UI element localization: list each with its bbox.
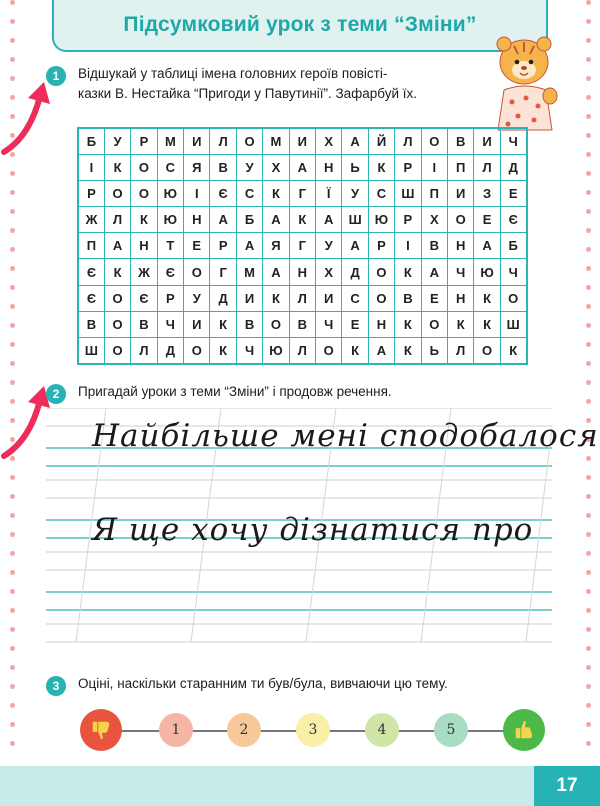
task1-instructions [78, 64, 417, 104]
grid-cell[interactable]: Г [289, 180, 315, 206]
grid-cell[interactable]: Є [500, 207, 526, 233]
border-dot [586, 703, 591, 708]
grid-cell[interactable]: Є [78, 285, 104, 311]
grid-cell[interactable]: К [395, 259, 421, 285]
rating-1[interactable] [159, 713, 193, 747]
border-dot [586, 57, 591, 62]
grid-cell[interactable]: М [263, 128, 289, 154]
grid-cell[interactable]: Л [289, 338, 315, 364]
grid-cell[interactable]: Я [184, 154, 210, 180]
grid-cell[interactable]: В [131, 311, 157, 337]
grid-cell[interactable]: Л [447, 338, 473, 364]
grid-cell[interactable]: У [316, 233, 342, 259]
grid-cell[interactable]: С [236, 180, 262, 206]
grid-cell[interactable]: Ь [421, 338, 447, 364]
grid-cell[interactable]: Ч [447, 259, 473, 285]
border-dot [10, 209, 15, 214]
grid-cell[interactable]: Л [474, 154, 500, 180]
grid-cell[interactable]: К [210, 311, 236, 337]
grid-cell[interactable]: Р [78, 180, 104, 206]
border-dot [586, 380, 591, 385]
border-dot [10, 342, 15, 347]
grid-cell[interactable]: С [368, 180, 394, 206]
border-dot [10, 228, 15, 233]
border-dot [586, 532, 591, 537]
grid-cell[interactable]: Д [210, 285, 236, 311]
border-dot [10, 285, 15, 290]
grid-cell[interactable]: В [421, 233, 447, 259]
grid-cell[interactable]: Е [474, 207, 500, 233]
grid-cell[interactable]: И [447, 180, 473, 206]
grid-cell[interactable]: О [474, 338, 500, 364]
grid-row [78, 338, 527, 364]
grid-cell[interactable]: О [368, 285, 394, 311]
grid-cell[interactable]: Х [316, 128, 342, 154]
grid-cell[interactable]: О [104, 338, 130, 364]
border-dot [10, 304, 15, 309]
grid-row [78, 259, 527, 285]
grid-cell[interactable]: Ї [316, 180, 342, 206]
grid-cell[interactable]: Ш [342, 207, 368, 233]
grid-cell[interactable]: О [184, 338, 210, 364]
grid-cell[interactable]: У [184, 285, 210, 311]
grid-cell[interactable]: А [342, 233, 368, 259]
border-dot [10, 513, 15, 518]
border-dot [586, 228, 591, 233]
grid-cell[interactable]: Ю [157, 207, 183, 233]
grid-cell[interactable]: Ч [500, 259, 526, 285]
grid-cell[interactable]: Е [500, 180, 526, 206]
grid-row [78, 233, 527, 259]
border-dot [586, 722, 591, 727]
grid-cell[interactable]: Ч [316, 311, 342, 337]
grid-cell[interactable]: Н [131, 233, 157, 259]
border-dot [586, 399, 591, 404]
border-dot [10, 361, 15, 366]
grid-cell[interactable]: І [395, 233, 421, 259]
grid-cell[interactable]: О [104, 311, 130, 337]
border-dot [586, 247, 591, 252]
border-dot [10, 266, 15, 271]
grid-cell[interactable]: Ю [474, 259, 500, 285]
grid-cell[interactable]: О [131, 180, 157, 206]
grid-cell[interactable]: Б [236, 207, 262, 233]
border-dot [586, 342, 591, 347]
grid-cell[interactable]: С [157, 154, 183, 180]
grid-cell[interactable]: В [236, 311, 262, 337]
border-dot [10, 0, 15, 5]
border-dot [586, 190, 591, 195]
rating-2[interactable] [227, 713, 261, 747]
border-dot [10, 627, 15, 632]
grid-cell[interactable]: Р [395, 207, 421, 233]
rating-3[interactable] [296, 713, 330, 747]
grid-cell[interactable]: П [78, 233, 104, 259]
grid-cell[interactable]: Н [184, 207, 210, 233]
grid-cell[interactable]: Л [210, 128, 236, 154]
border-dot [586, 665, 591, 670]
grid-cell[interactable]: К [210, 338, 236, 364]
grid-cell[interactable]: О [263, 311, 289, 337]
grid-cell[interactable]: С [342, 285, 368, 311]
tiger-mascot-icon [490, 32, 560, 132]
grid-cell[interactable]: А [421, 259, 447, 285]
grid-cell[interactable]: Ш [395, 180, 421, 206]
arrow-pointer-icon [0, 78, 56, 158]
grid-cell[interactable]: В [447, 128, 473, 154]
border-dot [586, 323, 591, 328]
grid-cell[interactable]: Є [131, 285, 157, 311]
grid-cell[interactable]: А [210, 207, 236, 233]
grid-cell[interactable]: К [289, 207, 315, 233]
grid-cell[interactable]: У [104, 128, 130, 154]
border-dot [586, 475, 591, 480]
grid-cell[interactable]: Р [131, 128, 157, 154]
grid-cell[interactable]: О [104, 285, 130, 311]
grid-cell[interactable]: О [421, 128, 447, 154]
task3-instructions: Оціні, наскільки старанним ти був/була, вивчаючи цю тему. [78, 676, 448, 691]
handwritten-sentence-2: Я ще хочу дізнатися про [92, 512, 534, 548]
border-dot [10, 722, 15, 727]
grid-cell[interactable]: Р [395, 154, 421, 180]
thumbs-up-icon [513, 719, 535, 741]
grid-cell[interactable]: Г [289, 233, 315, 259]
grid-cell[interactable]: У [236, 154, 262, 180]
grid-cell[interactable]: Є [78, 259, 104, 285]
grid-cell[interactable]: Т [157, 233, 183, 259]
border-dot [10, 684, 15, 689]
rating-label: 1 [171, 722, 181, 738]
border-dot [586, 646, 591, 651]
grid-cell[interactable]: К [263, 180, 289, 206]
border-dot [586, 0, 591, 5]
grid-cell[interactable]: Х [263, 154, 289, 180]
border-dot [586, 684, 591, 689]
grid-row [78, 311, 527, 337]
grid-cell[interactable]: Р [368, 233, 394, 259]
rating-thumbs-up[interactable] [503, 709, 545, 751]
border-dot [586, 266, 591, 271]
rating-label: 5 [446, 722, 456, 738]
grid-cell[interactable]: И [316, 285, 342, 311]
grid-cell[interactable]: Р [210, 233, 236, 259]
grid-row [78, 207, 527, 233]
border-dot [586, 513, 591, 518]
grid-cell[interactable]: К [104, 259, 130, 285]
grid-cell[interactable]: А [236, 233, 262, 259]
border-dot [10, 323, 15, 328]
grid-cell[interactable]: Ь [342, 154, 368, 180]
grid-cell[interactable]: І [421, 154, 447, 180]
border-dot [586, 304, 591, 309]
grid-cell[interactable]: О [421, 311, 447, 337]
border-dot [10, 608, 15, 613]
page-number: 17 [534, 766, 600, 806]
border-dot [10, 475, 15, 480]
grid-cell[interactable]: Ю [263, 338, 289, 364]
border-dot [586, 209, 591, 214]
grid-cell[interactable]: І [184, 180, 210, 206]
task1-line2: казки В. Нестайка “Пригоди у Павутинії”. Зафарбуй їх. [78, 86, 418, 101]
grid-cell[interactable]: Л [131, 338, 157, 364]
grid-cell[interactable]: Л [395, 128, 421, 154]
grid-cell[interactable]: В [289, 311, 315, 337]
grid-cell[interactable]: И [289, 128, 315, 154]
grid-cell[interactable]: В [395, 285, 421, 311]
border-dot [10, 532, 15, 537]
grid-cell[interactable]: Б [78, 128, 104, 154]
border-dot [10, 589, 15, 594]
grid-cell[interactable]: К [395, 338, 421, 364]
grid-cell[interactable]: Д [157, 338, 183, 364]
grid-cell[interactable]: У [342, 180, 368, 206]
grid-cell[interactable]: П [447, 154, 473, 180]
grid-cell[interactable]: А [316, 207, 342, 233]
grid-cell[interactable]: К [104, 154, 130, 180]
grid-cell[interactable]: К [263, 285, 289, 311]
grid-cell[interactable]: Е [421, 285, 447, 311]
grid-cell[interactable]: М [157, 128, 183, 154]
border-dot [586, 285, 591, 290]
grid-cell[interactable]: З [474, 180, 500, 206]
grid-cell[interactable]: Я [263, 233, 289, 259]
grid-cell[interactable]: О [368, 259, 394, 285]
grid-cell[interactable]: Є [157, 259, 183, 285]
grid-cell[interactable]: О [236, 128, 262, 154]
grid-cell[interactable]: О [316, 338, 342, 364]
rating-label: 3 [308, 722, 318, 738]
border-dot [586, 361, 591, 366]
grid-cell[interactable]: И [236, 285, 262, 311]
grid-row [78, 180, 527, 206]
grid-cell[interactable]: Ч [500, 128, 526, 154]
grid-cell[interactable]: К [131, 207, 157, 233]
grid-cell[interactable]: К [342, 338, 368, 364]
border-dot [10, 190, 15, 195]
task-number-1: 1 [46, 66, 66, 86]
border-dot [586, 741, 591, 746]
grid-cell[interactable]: Х [421, 207, 447, 233]
border-dot [586, 152, 591, 157]
grid-cell[interactable]: А [368, 338, 394, 364]
border-dot [586, 171, 591, 176]
grid-cell[interactable]: Ш [78, 338, 104, 364]
grid-cell[interactable]: Д [342, 259, 368, 285]
border-dot [10, 19, 15, 24]
rating-label: 4 [377, 722, 387, 738]
grid-cell[interactable]: К [474, 285, 500, 311]
grid-cell[interactable]: А [289, 154, 315, 180]
grid-cell[interactable]: Б [500, 233, 526, 259]
grid-cell[interactable]: А [342, 128, 368, 154]
border-dot [586, 551, 591, 556]
border-dot [586, 19, 591, 24]
grid-cell[interactable]: Н [316, 154, 342, 180]
grid-cell[interactable]: О [500, 285, 526, 311]
border-dot [10, 741, 15, 746]
border-dot [586, 608, 591, 613]
grid-cell[interactable]: В [210, 154, 236, 180]
border-dot [10, 665, 15, 670]
grid-cell[interactable]: Л [104, 207, 130, 233]
grid-cell[interactable]: Е [184, 233, 210, 259]
rating-thumbs-down[interactable] [80, 709, 122, 751]
grid-cell[interactable]: Н [289, 259, 315, 285]
task1-line1: Відшукай у таблиці імена головних героїв повісті- [78, 66, 388, 81]
grid-cell[interactable]: Л [289, 285, 315, 311]
border-dot [586, 570, 591, 575]
grid-cell[interactable]: И [474, 128, 500, 154]
grid-cell[interactable]: В [78, 311, 104, 337]
grid-row [78, 285, 527, 311]
grid-cell[interactable]: О [184, 259, 210, 285]
border-dot [586, 38, 591, 43]
grid-cell[interactable]: И [184, 311, 210, 337]
rating-4[interactable] [365, 713, 399, 747]
handwritten-sentence-1: Найбільше мені сподобалося [92, 418, 599, 454]
grid-cell[interactable]: Є [210, 180, 236, 206]
border-dot [10, 247, 15, 252]
border-dot [10, 38, 15, 43]
grid-cell[interactable]: И [184, 128, 210, 154]
rating-5[interactable] [434, 713, 468, 747]
grid-cell[interactable]: А [263, 259, 289, 285]
grid-cell[interactable]: К [368, 154, 394, 180]
grid-cell[interactable]: Ю [157, 180, 183, 206]
right-dot-border [584, 0, 592, 766]
grid-cell[interactable]: К [447, 311, 473, 337]
border-dot [10, 570, 15, 575]
grid-row [78, 128, 527, 154]
task-number-2: 2 [46, 384, 66, 404]
border-dot [10, 551, 15, 556]
grid-cell[interactable]: А [104, 233, 130, 259]
grid-cell[interactable]: К [474, 311, 500, 337]
grid-cell[interactable]: Д [500, 154, 526, 180]
border-dot [586, 114, 591, 119]
border-dot [586, 95, 591, 100]
grid-cell[interactable]: Й [368, 128, 394, 154]
border-dot [10, 171, 15, 176]
grid-cell[interactable]: Х [316, 259, 342, 285]
footer-band [0, 766, 600, 806]
border-dot [586, 589, 591, 594]
grid-cell[interactable]: А [263, 207, 289, 233]
word-search-grid [77, 127, 528, 365]
grid-cell[interactable]: Ч [236, 338, 262, 364]
border-dot [10, 494, 15, 499]
rating-label: 2 [239, 722, 249, 738]
grid-cell[interactable]: П [421, 180, 447, 206]
grid-cell[interactable]: І [78, 154, 104, 180]
border-dot [586, 627, 591, 632]
grid-cell[interactable]: О [131, 154, 157, 180]
grid-cell[interactable]: Ж [78, 207, 104, 233]
page-title: Підсумковий урок з теми “Зміни” [123, 13, 477, 36]
border-dot [10, 703, 15, 708]
grid-cell[interactable]: Н [447, 285, 473, 311]
grid-cell[interactable]: Р [157, 285, 183, 311]
border-dot [10, 646, 15, 651]
thumbs-down-icon [90, 719, 112, 741]
grid-cell[interactable]: Н [447, 233, 473, 259]
grid-cell[interactable]: Ю [368, 207, 394, 233]
grid-cell[interactable]: О [447, 207, 473, 233]
task2-instructions: Пригадай уроки з теми “Зміни” і продовж речення. [78, 384, 392, 399]
grid-cell[interactable]: К [500, 338, 526, 364]
grid-cell[interactable]: М [236, 259, 262, 285]
grid-cell[interactable]: Ж [131, 259, 157, 285]
task-number-3: 3 [46, 676, 66, 696]
grid-cell[interactable]: Е [342, 311, 368, 337]
grid-cell[interactable]: О [104, 180, 130, 206]
grid-cell[interactable]: А [474, 233, 500, 259]
border-dot [586, 456, 591, 461]
border-dot [586, 494, 591, 499]
grid-cell[interactable]: Ч [157, 311, 183, 337]
grid-cell[interactable]: Ш [500, 311, 526, 337]
grid-cell[interactable]: Н [368, 311, 394, 337]
header-banner [52, 0, 548, 52]
grid-cell[interactable]: Г [210, 259, 236, 285]
grid-cell[interactable]: К [395, 311, 421, 337]
border-dot [586, 133, 591, 138]
border-dot [10, 57, 15, 62]
border-dot [586, 76, 591, 81]
grid-row [78, 154, 527, 180]
